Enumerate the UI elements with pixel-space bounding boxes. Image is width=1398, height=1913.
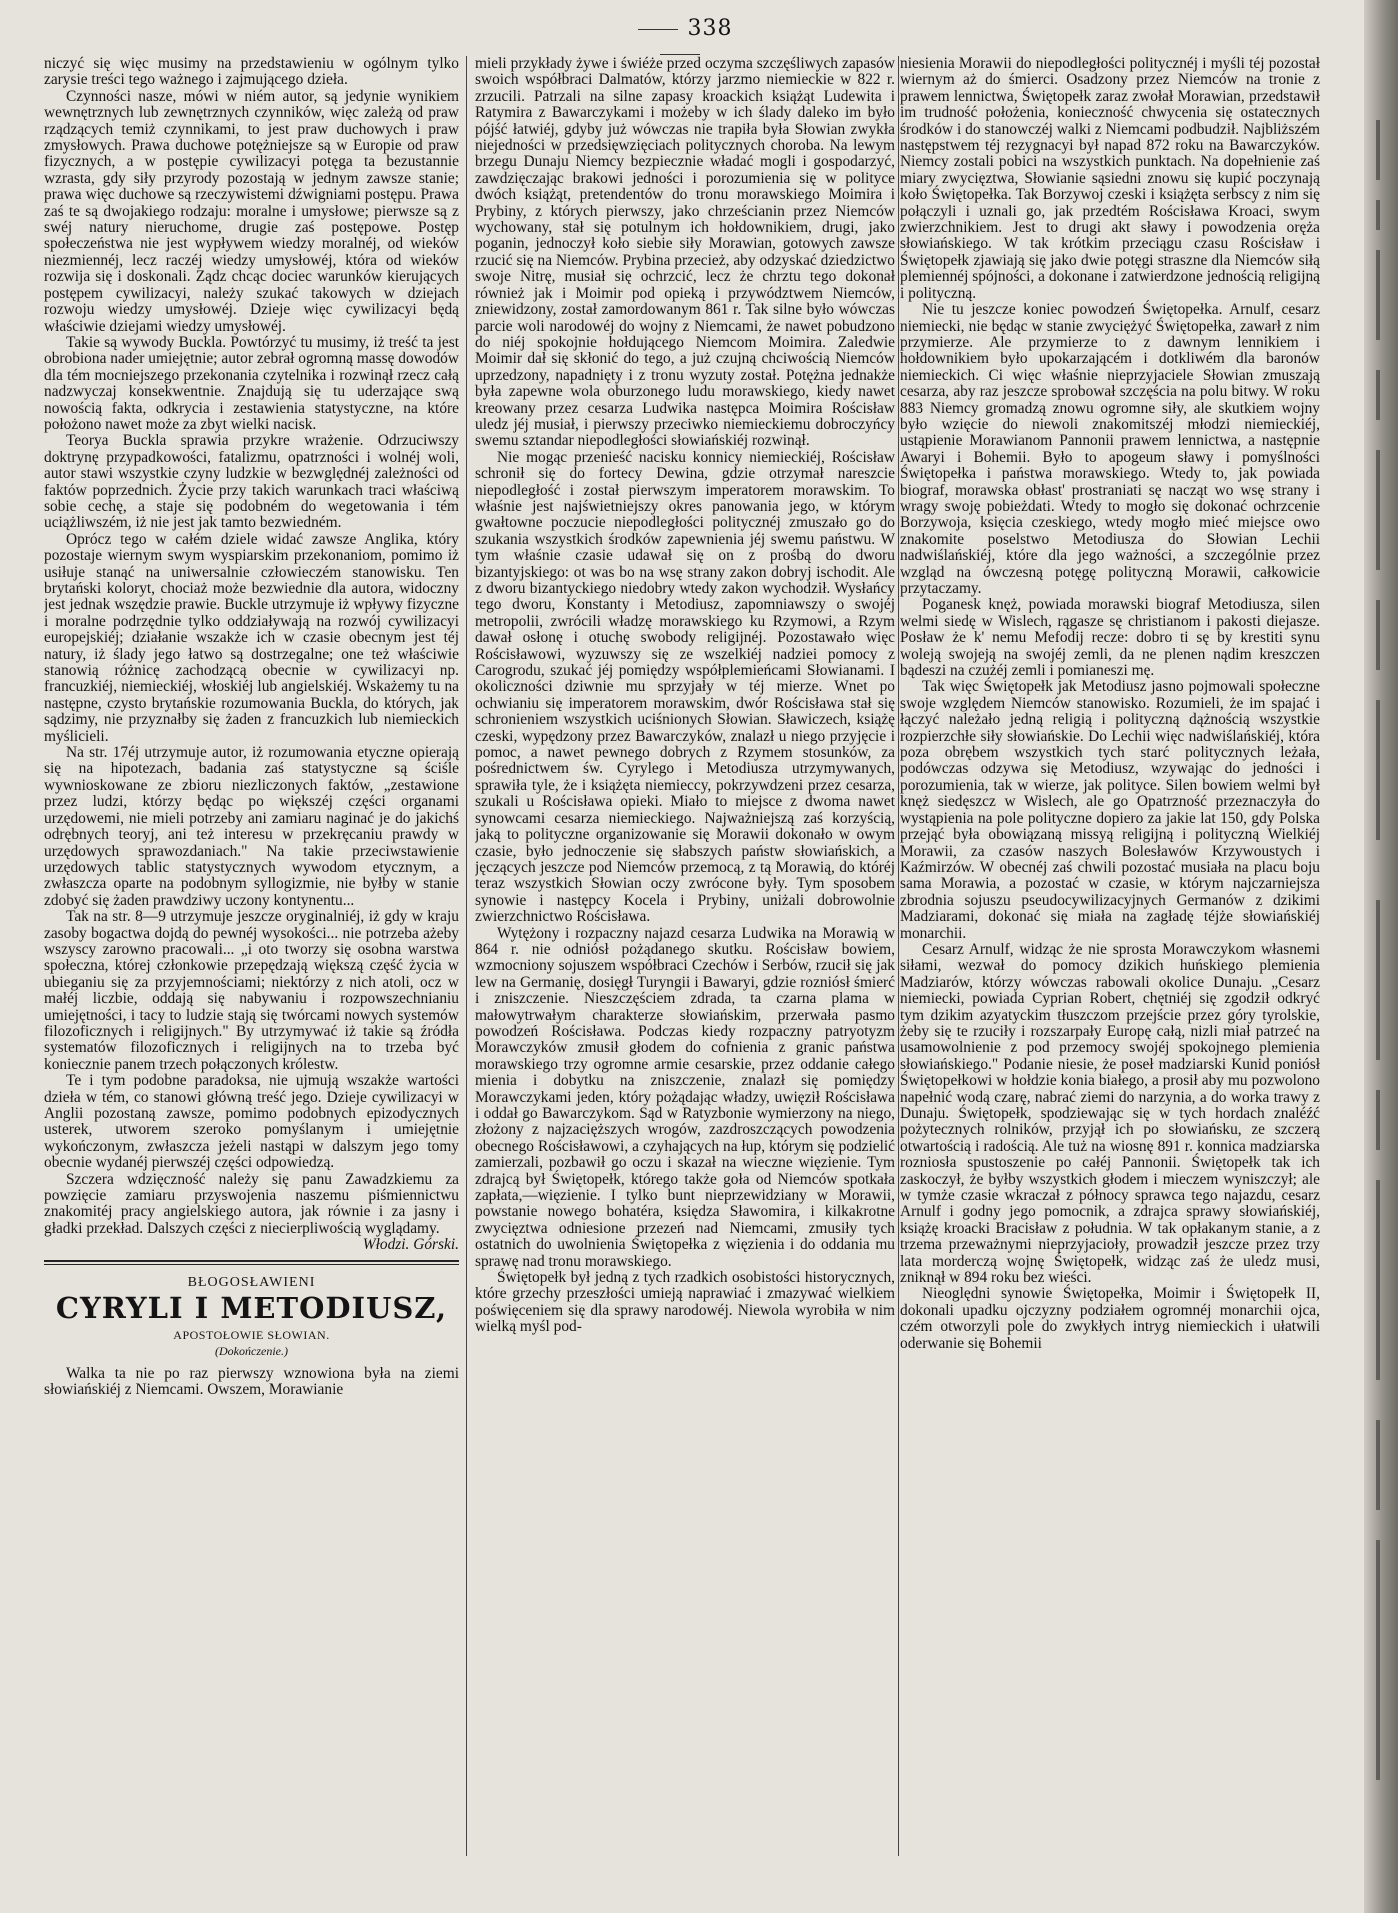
paragraph: Takie są wywody Buckla. Powtórzyć tu musimy, iż treść ta jest obrobiona nader umiejętnie; autor zebrał ogromną massę dowodów dla tém mocniejszego przekonania czytelnika i rozwinął rzecz całą nadzwyczaj konsekwentnie. Znajdują się tu uderzające swą nowością fakta, odkrycia i zestawienia statystyczne, na które położono nawet może za zbyt wielki nacisk. <box>44 333 459 433</box>
paragraph: Oprócz tego w całém dziele widać zawsze Anglika, który pozostaje wiernym swym wyspiarskim przekonaniom, pomimo iż usiłuje stanąć na uniwersalnie człowieczém stanowisku. Ten brytański koloryt, chociaż może bezwiednie dla autora, widoczny jest jednak wszędzie prawie. Buckle utrzymuje iż wpływy fizyczne i moralne podrzędnie tylko oddziaływają na rozwój cywilizacyi europejskiéj; działanie wszakże ich w czasie obecnym jest téj natury, iż ślady jego łatwo są dostrzegalne; one też właściwie stanowią różnicę zachodzącą obecnie w cywilizacyi np. francuzkiéj, niemieckiéj, włoskiéj lub angielskiéj. Wskażemy tu na następne, czysto brytańskie rozumowania Buckla, do których, jak sądzimy, nie przyznałby się żaden z francuzkich lub niemieckich myślicieli. <box>44 530 459 745</box>
paragraph: mieli przykłady żywe i świéże przed oczyma szczęśliwych zapasów swoich współbraci Dalmatów, którzy jarzmo niemieckie w 822 r. zrzucili. Patrzali na silne zapasy kroackich książąt Ludewita i Ratymira z Bawarczykami i możeby w ich ślady daleko im było pójść łatwiéj, gdyby już wówczas nie trapiła była Słowian zwykła niejedności w przedsięwzięciach politycznych choroba. Na lewym brzegu Dunaju Niemcy bezpiecznie władać mogli i gospodarzyć, zawdzięczając brakowi jedności i porozumienia się w polityce dwóch książąt, pretendentów do tronu morawskiego Moimira i Prybiny, z których pierwszy, jako chrześcianin przez Niemców wychowany, stał się potulnym ich hołdownikiem, drugi, jako poganin, jednoczył koło siebie siły Morawian, gotowych zawsze rzucić się na Niemców. Prybina przecież, aby odzyskać dziedzictwo swoje Nitrę, musiał się ochrzcić, lecz że chrztu tego dokonał również jak i Moimir pod opieką i przywództwem Niemców, zniewidzony, został zamordowanym 861 r. Tak silne było wówczas parcie woli narodowéj do wojny z Niemcami, że nawet pobudzono do niéj spokojnie hołdującego Niemcom Moimira. Zaledwie Moimir dał się skłonić do tego, a już czujną chciwością Niemców uprzedzony, napadnięty i z tronu wyzuty został. Potężna jednakże była zapewne wola oburzonego ludu morawskiego, kiedy nawet kreowany przez cesarza Ludwika następca Moimira Rościsław uledz jéj musiał, i pierwszy przeciwko niemieckiemu dobroczyńcy swemu sztandar niepodległości słowiańskiéj rozwinął. <box>475 56 895 450</box>
paragraph: Świętopełk był jedną z tych rzadkich osobistości historycznych, które grzechy przeszłości umieją naprawiać i zmazywać wielkiem poświęceniem się dla sprawy narodowéj. Niewola wyrobiła w nim wielką myśl pod- <box>475 1269 895 1336</box>
paragraph: Teorya Buckla sprawia przykre wrażenie. Odrzuciwszy doktrynę przypadkowości, fatalizmu, opatrzności i wolnéj woli, autor stawi wszystkie czyny ludzkie w bezwględnéj zależności od faktów poprzednich. Życie przy takich warunkach traci właściwą sobie cechę, a staje się podobném do wegetowania i tém uciążliwszém, iż nie jest jak tamto bezwiedném. <box>44 432 459 532</box>
article-continuation-note: (Dokończenie.) <box>215 1344 288 1359</box>
paragraph: Te i tym podobne paradoksa, nie ujmują wszakże wartości dzieła w tém, co stanowi główną treść jego. Dzieje cywilizacyi w Anglii pozostaną zawsze, pomimo podobnych epizodycznych usterek, utworem szeroko pomyślanym i umiejętnie wykończonym, zwłaszcza jeżeli nastąpi w dalszym jego tomy obecnie wydanéj pierwszéj części odpowiedzą. <box>44 1072 459 1172</box>
paragraph: Nieoględni synowie Świętopełka, Moimir i Świętopełk II, dokonali upadku ojczyzny podziałem ogromnéj monarchii ojca, czém otworzyli pole do zwykłych intryg niemieckich i ułatwili oderwanie się Bohemii <box>900 1285 1320 1352</box>
paragraph: Wytężony i rozpaczny najazd cesarza Ludwika na Morawią w 864 r. nie odniósł pożądanego skutku. Rościsław bowiem, wzmocniony sojuszem współbraci Czechów i Serbów, rzucił się jak lew na Germanię, dosięgł Turyngii i Bawaryi, gdzie rozniósł śmierć i zniszczenie. Nieszczęściem zdrada, ta czarna plama w małowytrwałym charakterze słowiańskim, przerwała pasmo powodzeń Rościsława. Podczas kiedy rozpaczny patryotyzm Morawczyków zmusił głodem do cofnienia z granic państwa morawskiego trzy ogromne armie cesarskie, przez oddanie całego mienia i dobytku na zniszczenie, znalazł się pomiędzy Morawczykami jeden, który pożądając władzy, uwięził Rościsława i oddał go Bawarczykom. Sąd w Ratyzbonie wymierzony na niego, złożony z najzacięższych wrogów, zazdroszczących powodzenia obecnego Rościsławowi, a czyhających na łup, którym się podzielić zamierzali, pozbawił go oczu i skazał na wieczne więzienie. Tym zdrajcą był Świętopełk, którego także goła od Niemców spotkała zapłata,—więzienie. I tylko bunt nieprzewidziany w Morawii, powstanie nowego bohatéra, księdza Sławomira, i kilkakrotne zwycięztwa odniesione przezeń nad Niemcami, zmusiły tych ostatnich do uwolnienia Świętopełka z więzienia i do oddania mu sprawę nad tronu morawskiego. <box>475 924 895 1270</box>
paragraph: Poganesk knęż, powiada morawski biograf Metodiusza, silen welmi siedę w Wislech, rągasze sę christianom i pakosti diejasze. Posław że k' nemu Mefodij recze: dobro ti sę by krestiti synu woleją swojeją na swojéj zemli, da ne plenen nądim kreszczen bądeszi na czużéj zemli i pomianeszi mę. <box>900 596 1320 680</box>
article-kicker: BŁOGOSŁAWIENI <box>187 1274 316 1290</box>
column-rule <box>898 56 899 1856</box>
article-subtitle: APOSTOŁOWIE SŁOWIAN. <box>173 1328 330 1343</box>
article-title: CYRYLI I METODIUSZ, <box>55 1291 448 1326</box>
paragraph: niesienia Morawii do niepodległości politycznéj i myśli téj pozostał wiernym aż do śmierci. Osadzony przez Niemców na tronie z prawem lennictwa, Świętopełk zaraz zwołał Morawian, przedstawił im trudność położenia, konieczność chwycenia się ostatecznych środków i do stanowczéj walki z Niemcami podbudził. Najbliższém następstwem téj rezygnacyi był napad 872 roku na Bawarczyków. Niemcy zostali pobici na wszystkich punktach. Na dopełnienie zaś miary zwycięztwa, Słowianie sąsiedni znowu się kupić poczynają koło Świętopełka. Tak Borzywoj czeski i książęta serbscy z nim się połączyli i uznali go, jak przedtém Rościsława Kroaci, swym zwierzchnikiem. Jest to drugi akt sławy i powodzenia oręża słowiańskiego. W tak krótkim przeciągu czasu Rościsław i Świętopełk zjawiają się jako dwie potęgi straszne dla Niemców siłą plemiennéj spójności, a dokonane i zatwierdzone jednością religijną i polityczną. <box>900 56 1320 302</box>
paragraph: Tak więc Świętopełk jak Metodiusz jasno pojmowali społeczne swoje względem Niemców stanowisko. Rozumieli, że im spajać i łączyć należało jedną religią i polityczną dążnością wszystkie rozpierzchłe siły słowiańskie. Do Lechii więc nadwiślańskiéj, która poza obrębem wszystkich tych starć politycznych leżała, podówczas odzywa się Metodiusz, wzywając do jedności i porozumienia, tak w wierze, jak polityce. Silen bowiem welmi był knęż siedęszcz w Wislech, ale go Opatrzność przeznaczyła do wystąpienia na pole polityczne dopiero za jakie lat 150, gdy Polska przejąć była obowiązaną missyą religijną i polityczną Wielkiéj Morawii, za czasów naszych Bolesławów Krzywoustych i Kaźmirzów. W obecnéj zaś chwili pozostać musiała na placu boju sama Morawia, a pozostać w czasie, w którym najczarniejsza zbrodnia sojuszu pseudocywilizacyjnych Germanów z dzikimi Madziarami, dokonać się miała na zagładę téjże słowiańskiéj monarchii. <box>900 678 1320 942</box>
column-3 <box>900 56 1320 1894</box>
paragraph: Nie mogąc przenieść nacisku konnicy niemieckiéj, Rościsław schronił się do fortecy Dewina, gdzie otrzymał nareszcie niepodległość i został pierwszym imperatorem morawskim. To właśnie jest najświetniejszy okres panowania jego, w którym gwałtowne poczucie niepodległości politycznéj zmuszało go do szukania wszystkich środków zapewnienia jéj swemu państwu. W tym właśnie czasie udawał się on z prośbą do dworu bizantyjskiego: ot was bo na wsę strany zakon dobryj ischodit. Ale z dworu bizantyckiego niedobry wtedy zakon wychodził. Wysłańcy tego dworu, Konstanty i Metodiusz, zapomniawszy o swojéj metropolii, zwrócili władzę morawskiego ku Rzymowi, a Rzym dawał osłonę i otuchę swobody religijnéj. Pozostawało więc Rościsławowi, wyzuwszy się ze wszelkiéj nadziei pomocy z Carogrodu, szukać jéj pomiędzy współplemieńcami Słowianami. I okoliczności dziwnie mu sprzyjały w téj mierze. Wnet po ochwianiu się imperatorem morawskim, dwór Rościsława stał się schronieniem wszystkich uciśnionych Słowian. Sławiczech, książę czeski, wypędzony przez Bawarczyków, znalazł u niego przyjęcie i pomoc, a nawet pewnego dobrych z Rzymem stosunków, za pośrednictwem św. Cyrylego i Metodiusza utrzymywanych, sprawiła tyle, że i książęta niemieccy, pokrzywdzeni przez cesarza, szukali u Rościsława opieki. Miało to miejsce z dwoma nawet synowcami cesarza niemieckiego. Najważniejszą zaś korzyścią, jaką to polityczne organizowanie się Morawii dokonało w owym czasie, było jednoczenie się słabszych państw słowiańskich, a jęczących jeszcze pod Niemców przemocą, z tą Morawią, do któréj teraz wszystkich Słowian oczy zwrócone były. Tym sposobem synowie i następcy Kocela i Prybiny, uniżali dobrowolnie zwierzchnictwo Rościsława. <box>475 448 895 926</box>
paragraph: niczyć się więc musimy na przedstawieniu w ogólnym tylko zarysie treści tego ważnego i zajmującego dzieła. <box>44 56 459 89</box>
paragraph: Cesarz Arnulf, widząc że nie sprosta Morawczykom własnemi siłami, wezwał do pomocy dzikich huńskiego plemienia Madziarów, którzy wówczas rabowali okolice Dunaju. „Cesarz niemiecki, powiada Cyprian Robert, chętniéj się zgodził odkryć tym dzikim azyatyckim tłuszczom przejście przez góry tyrolskie, żeby się te rzuciły i rozszarpały Europę całą, nizli miał patrzeć na usamowolnienie z pod przemocy swojéj spokojnego plemienia słowiańskiego." Podanie niesie, że poseł madziarski Kunid poniósł Świętopełkowi w hołdzie konia białego, a prosił aby mu pozwolono napełnić wodą czarę, nabrać ziemi do narzynia, a do worka trawy z Dunaju. Świętopełk, spodziewając się w tych hordach znaléźć pożytecznych rolników, przyjął ich po słowiańsku, ze szczerą otwartością i radością. Ale tuż na wiosnę 891 r. konnica madziarska rozniosła spustoszenie po całéj Pannonii. Świętopełk tak ich zaskoczył, że byłby wszystkich głodem i mieczem wyniszczył; ale w tymże czasie wkraczał z północy sprawca tego najazdu, cesarz Arnulf i godny jego pomocnik, a zdrajca sprawy słowiańskiéj, książę kroacki Bracisław z południa. W tak opłakanym stanie, a z trzema przeważnymi nieprzyjacioły, prowadził jeszcze przez trzy lata morderczą wojnę Świętopełk, widząc zaś że uledz musi, zniknął w 894 roku bez wieści. <box>900 940 1320 1287</box>
paragraph: Szczera wdzięczność należy się panu Zawadzkiemu za powzięcie zamiaru przyswojenia naszemu piśmiennictwu znakomitéj pracy angielskiego autora, jak równie i za jasny i gładki przekład. Dalszych części z niecierpliwością wyglądamy. <box>44 1170 459 1237</box>
column-1 <box>44 56 459 1894</box>
paragraph: Tak na str. 8—9 utrzymuje jeszcze oryginalniéj, iż gdy w kraju zasoby bogactwa dojdą do pewnéj wysokości... nie potrzeba ażeby wszyscy zarowno pracowali... „i oto tworzy się osobna warstwa społeczna, której członkowie przepędzają większą część życia w ubieganiu się za przyjemnościami; niektórzy z nich atoli, ocz w małéj liczbie, oddają się nabywaniu i rozpowszechnianiu umiejętności, i tacy to ludzie stają się twórcami nowych systemów filozoficznych i religijnych." By utrzymywać iż takie są źródła systematów filozoficznych i religijnych na to trzeba być koniecznie panem trzech połączonych królestw. <box>44 908 459 1073</box>
article-divider <box>44 1260 459 1265</box>
library-stamp-icon <box>1368 900 1392 1800</box>
paragraph: Na str. 17éj utrzymuje autor, iż rozumowania etyczne opierają się na hipotezach, badania zaś statystyczne są ściśle wywnioskowane ze zbioru niezliczonych faktów, „zestawione przez ludzi, którzy będąc po większéj części organami urzędowemi, nie mieli potrzeby ani zamiaru naginać je do jakichś odrębnych teoryj, ani też interesu w przekręcaniu prawdy w urzędowych sprawozdaniach." Na takie przeciwstawienie urzędowych tablic statystycznych wywodom etycznym, a zwłaszcza oparte na podobnym syllogizmie, nie byłby w stanie zdobyć się żaden prawdziwy uczony kontynentu... <box>44 744 459 909</box>
column-2 <box>475 56 895 1894</box>
paragraph: Walka ta nie po raz pierwszy wznowiona była na ziemi słowiańskiéj z Niemcami. Owszem, Morawianie <box>44 1364 459 1399</box>
library-stamp-icon <box>1368 120 1392 840</box>
paragraph: Nie tu jeszcze koniec powodzeń Świętopełka. Arnulf, cesarz niemiecki, nie będąc w stanie zwyciężyć Świętopełka, zawarł z nim przymierze. Ale przymierze to z dawnym lennikiem i hołdownikiem było upokarzającém i dotkliwém dla baronów niemieckich. Ci więc właśnie nieprzyjaciele Słowian zmuszają cesarza, aby raz jeszcze sprobował szczęścia na polu bitwy. W roku 883 Niemcy gromadzą znowu ogromne siły, ale skutkiem wojny było wzięcie do niewoli znakomitszéj młodzi niemieckiéj, ustąpienie Morawianom Pannonii prawem lennictwa, a następnie Awaryi i Bohemii. Było to apogeum sławy i pomyślności Świętopełka i państwa morawskiego. Wtedy to, jak powiada biograf, morawska obłast' prostraniati sę nacząt wo wsę strany i wragy swoję pobieżdati. Wtedy to mogło się dokonać ochrzcenie Borzywoja, księcia czeskiego, wtedy mogło mieć miejsce owo znakomite poselstwo Metodiusza do Słowian Lechii nadwiślańskiéj, które dla jego ważności, a szczególnie przez wzgląd na ówczesną potęgę polityczną Morawii, całkowicie przytaczamy. <box>900 301 1320 597</box>
paragraph: Czynności nasze, mówi w niém autor, są jedynie wynikiem wewnętrznych lub zewnętrznych czynników, więc zależą od praw rządzących temiż czynnikami, to jest praw duchowych i praw zmysłowych. Prawa duchowe potężniejsze są w Europie od praw fizycznych, a w postępie cywilizacyi potęga ta bezustannie wzrasta, gdy siły przyrody pozostają w jednym zawsze stanie; prawa więc duchowe są rzeczywistemi dźwigniami postępu. Prawa zaś te są dwojakiego rodzaju: moralne i umysłowe; pierwsze są z swéj natury nieruchome, drugie zaś postępowe. Postęp społeczeństwa nie jest wypływem wiedzy moralnéj, od wieków niezmiennéj, lecz raczéj wiedzy umysłowéj, która od wieków rozwija się i doskonali. Ządz chcąc dociec warunków kierujących postępem cywilizacyi, należy szukać takowych w dziejach rozwoju wiedzy umysłowéj. Dzieje więc cywilizacyi będą właściwie dziejami wiedzy umysłowéj. <box>44 87 459 335</box>
column-rule <box>466 56 467 1856</box>
author-signature: Włodzi. Górski. <box>362 1236 459 1254</box>
page-number: 338 <box>600 16 760 66</box>
